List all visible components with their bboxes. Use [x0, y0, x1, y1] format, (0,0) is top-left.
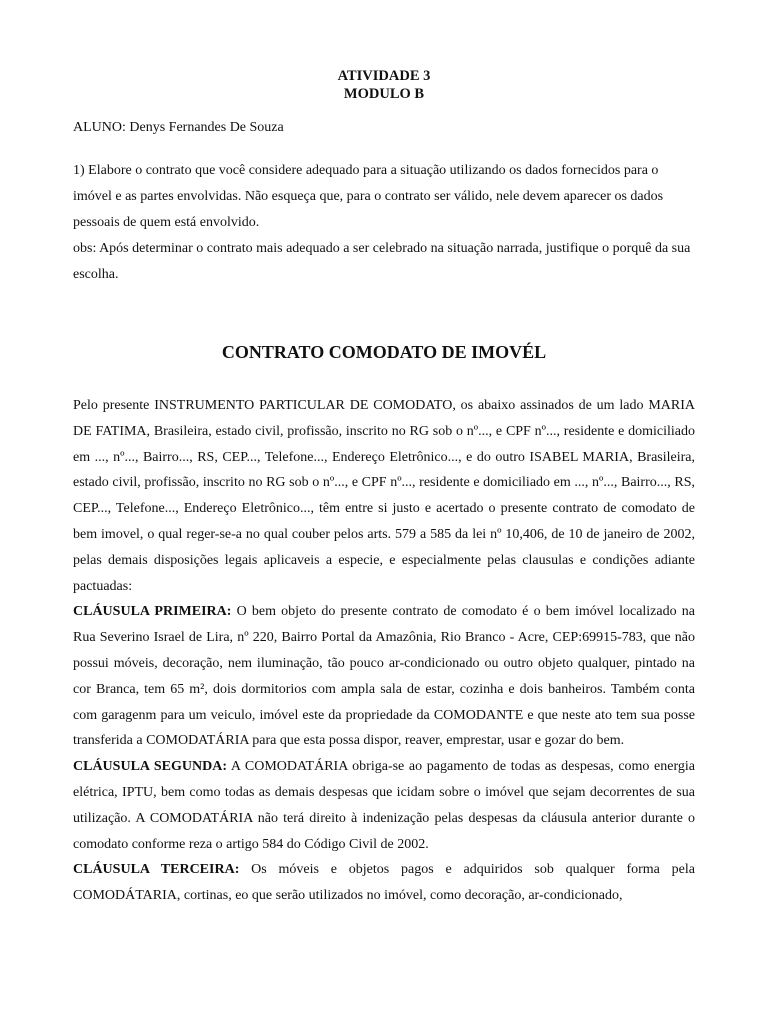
- clause-terceira-label: CLÁUSULA TERCEIRA:: [73, 862, 240, 878]
- question-paragraph: 1) Elabore o contrato que você considere adequado para a situação utilizando os dados fornecidos para o imóvel e as partes envolvidas. Não esqueça que, para o contrato ser válido, nele devem aparecer os dados pessoais de quem está envolvido.: [73, 163, 664, 230]
- contract-body: [73, 393, 695, 909]
- clause-terceira-text: Os móveis e objetos pagos e adquiridos sob qualquer forma pela COMODÁTARIA, cortinas, eo que serão utilizados no imóvel, como decoração, ar-condicionado,: [73, 862, 695, 904]
- contract-title: CONTRATO COMODATO DE IMOVÉL: [221, 342, 547, 362]
- clause-terceira: [73, 857, 695, 909]
- clause-segunda: [73, 754, 695, 857]
- clause-segunda-label: CLÁUSULA SEGUNDA:: [73, 759, 228, 775]
- clause-primeira-label: CLÁUSULA PRIMEIRA:: [73, 604, 232, 620]
- clause-segunda-text: A COMODATÁRIA obriga-se ao pagamento de todas as despesas, como energia elétrica, IPTU, bem como todas as demais despesas que icidam sobre o imóvel que sejam decorrentes de sua utilização. A COMODATÁRIA não terá direito à indenização pelas despesas da cláusula anterior durante o comodato conforme reza o artigo 584 do Código Civil de 2002.: [73, 759, 696, 852]
- instructions-block: [73, 158, 695, 288]
- intro-paragraph: Pelo presente INSTRUMENTO PARTICULAR DE COMODATO, os abaixo assinados de um lado MARIA DE FATIMA, Brasileira, estado civil, profissão, inscrito no RG sob o nº..., e CPF nº..., residente e domiciliado em ..., nº..., Bairro..., RS, CEP..., Telefone..., Endereço Eletrônico..., e do outro ISABEL MARIA, Brasileira, estado civil, profissão, inscrito no RG sob o nº..., e CPF nº..., residente e domiciliado em ..., nº..., Bairro..., RS, CEP..., Telefone..., Endereço Eletrônico..., têm entre si justo e acertado o presente contrato de comodato de bem imovel, o qual reger-se-a no qual couber pelos arts. 579 a 585 da lei nº 10,406, de 10 de janeiro de 2002, pelas demais disposições legais aplicaveis a especie, e especialmente pelas clausulas e condições adiante pactuadas:: [73, 398, 695, 594]
- clause-primeira-text: O bem objeto do presente contrato de comodato é o bem imóvel localizado na Rua Severino Israel de Lira, nº 220, Bairro Portal da Amazônia, Rio Branco - Acre, CEP:69915-783, que não possui móveis, decoração, nem iluminação, tão pouco ar-condicionado ou outro objeto qualquer, pintado na cor Branca, tem 65 m², dois dormitorios com ampla sala de estar, cozinha e dois banheiros. Também conta com garagenm para um veiculo, imóvel este da propriedade da COMODANTE e que neste ato tem sua posse transferida a COMODATÁRIA para que esta possa dispor, reaver, emprestar, usar e gozar do bem.: [73, 604, 696, 749]
- student-name-line: ALUNO: Denys Fernandes De Souza: [73, 120, 284, 135]
- activity-heading: ATIVIDADE 3: [337, 68, 431, 84]
- clause-primeira: [73, 599, 695, 754]
- obs-paragraph: obs: Após determinar o contrato mais adequado a ser celebrado na situação narrada, justifique o porquê da sua escolha.: [73, 241, 691, 282]
- module-heading: MODULO B: [343, 86, 425, 102]
